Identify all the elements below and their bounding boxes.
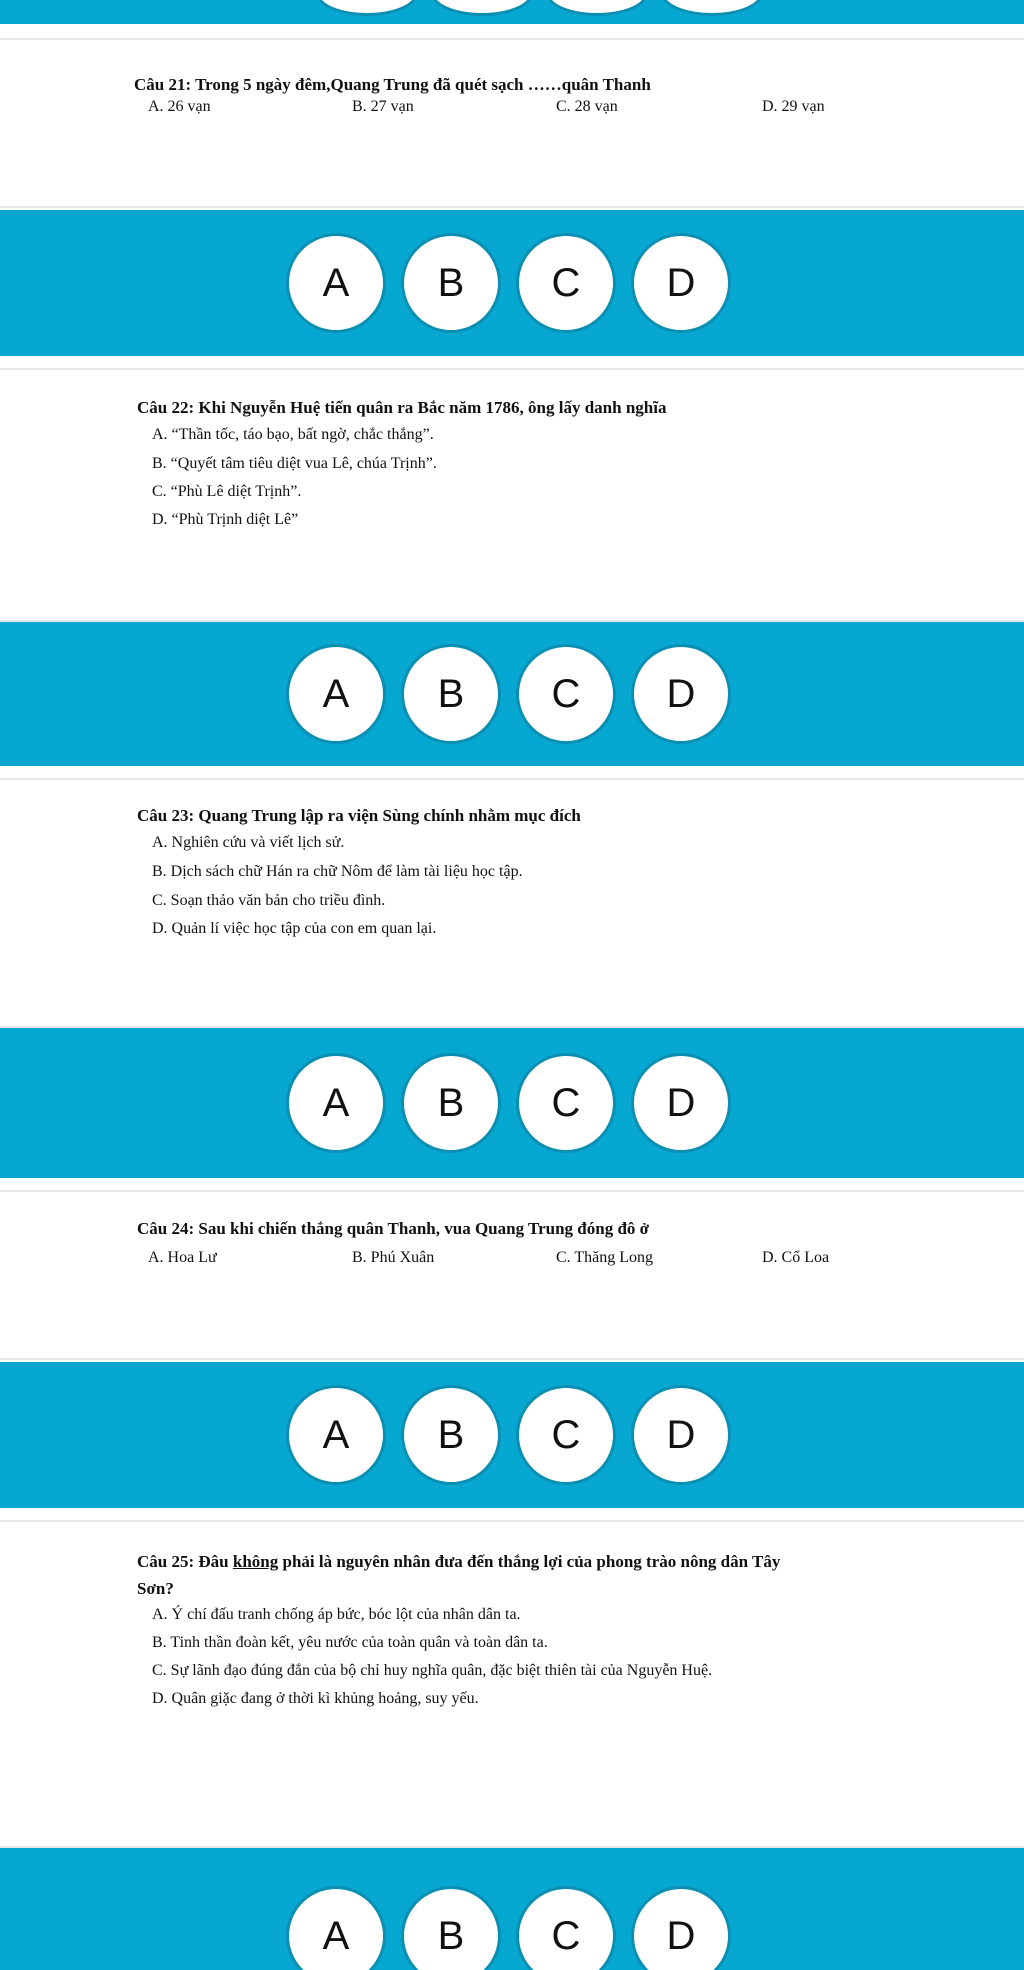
question-title-line2: Sơn? [137, 1579, 174, 1598]
question-card-22 [0, 368, 1024, 622]
answer-bar-21 [0, 210, 1024, 356]
option-c: C. Soạn thảo văn bản cho triều đình. [152, 892, 386, 909]
partial-answer-button[interactable] [661, 0, 763, 16]
question-title: Câu 24: Sau khi chiến thắng quân Thanh, vua Quang Trung đóng đô ở [137, 1219, 650, 1238]
answer-bar-partial-top [0, 0, 1024, 24]
answer-button-c[interactable]: C [516, 1886, 616, 1970]
answer-button-a[interactable]: A [286, 233, 386, 333]
question-card-24 [0, 1190, 1024, 1360]
question-title-emphasis: không [232, 1552, 279, 1571]
answer-button-c[interactable]: C [516, 1385, 616, 1485]
answer-bar-24 [0, 1362, 1024, 1508]
option-a: A. “Thần tốc, táo bạo, bất ngờ, chắc thắng”. [152, 426, 434, 443]
option-b: B. 27 vạn [352, 98, 414, 115]
option-c: C. 28 vạn [556, 98, 618, 115]
partial-answer-button[interactable] [316, 0, 418, 16]
question-title-prefix: Câu 25: Đâu [137, 1552, 233, 1571]
answer-button-d[interactable]: D [631, 1385, 731, 1485]
option-a: A. Hoa Lư [148, 1249, 217, 1266]
question-title: Câu 21: Trong 5 ngày đêm,Quang Trung đã quét sạch ……quân Thanh [134, 75, 651, 94]
answer-button-b[interactable]: B [401, 233, 501, 333]
answer-button-d[interactable]: D [631, 644, 731, 744]
question-title: Câu 22: Khi Nguyễn Huệ tiến quân ra Bắc năm 1786, ông lấy danh nghĩa [137, 398, 667, 417]
answer-button-c[interactable]: C [516, 644, 616, 744]
answer-button-d[interactable]: D [631, 1053, 731, 1153]
question-title: Câu 23: Quang Trung lập ra viện Sùng chính nhằm mục đích [137, 806, 581, 825]
answer-button-b[interactable]: B [401, 644, 501, 744]
answer-button-d[interactable]: D [631, 233, 731, 333]
question-card-25 [0, 1520, 1024, 1848]
option-c: C. Sự lãnh đạo đúng đắn của bộ chỉ huy nghĩa quân, đặc biệt thiên tài của Nguyễn Huệ. [152, 1662, 713, 1679]
option-b: B. “Quyết tâm tiêu diệt vua Lê, chúa Trịnh”. [152, 455, 437, 472]
question-title [137, 1552, 780, 1572]
answer-bar-22 [0, 622, 1024, 766]
option-a: A. Nghiên cứu và viết lịch sử. [152, 834, 345, 851]
question-card-21 [0, 38, 1024, 208]
answer-button-a[interactable]: A [286, 1053, 386, 1153]
answer-button-c[interactable]: C [516, 1053, 616, 1153]
option-b: B. Dịch sách chữ Hán ra chữ Nôm để làm tài liệu học tập. [152, 863, 523, 880]
answer-button-c[interactable]: C [516, 233, 616, 333]
answer-button-d[interactable]: D [631, 1886, 731, 1970]
answer-button-a[interactable]: A [286, 1385, 386, 1485]
option-b: B. Phú Xuân [352, 1249, 435, 1266]
answer-button-a[interactable]: A [286, 1886, 386, 1970]
partial-answer-button[interactable] [546, 0, 648, 16]
option-d: D. “Phù Trịnh diệt Lê” [152, 511, 299, 528]
answer-button-b[interactable]: B [401, 1053, 501, 1153]
option-a: A. 26 vạn [148, 98, 211, 115]
option-c: C. “Phù Lê diệt Trịnh”. [152, 483, 302, 500]
question-card-23 [0, 778, 1024, 1028]
answer-button-b[interactable]: B [401, 1385, 501, 1485]
answer-bar-23 [0, 1028, 1024, 1178]
answer-bar-25 [0, 1848, 1024, 1970]
partial-answer-button[interactable] [431, 0, 533, 16]
answer-button-b[interactable]: B [401, 1886, 501, 1970]
option-b: B. Tinh thần đoàn kết, yêu nước của toàn quân và toàn dân ta. [152, 1634, 548, 1651]
question-title-suffix: phải là nguyên nhân đưa đến thắng lợi của phong trào nông dân Tây [278, 1552, 781, 1571]
option-c: C. Thăng Long [556, 1249, 654, 1266]
option-d: D. 29 vạn [762, 98, 825, 115]
option-a: A. Ý chí đấu tranh chống áp bức, bóc lột của nhân dân ta. [152, 1606, 521, 1623]
option-d: D. Quản lí việc học tập của con em quan lại. [152, 920, 437, 937]
answer-button-a[interactable]: A [286, 644, 386, 744]
option-d: D. Cổ Loa [762, 1249, 830, 1266]
option-d: D. Quân giặc đang ở thời kì khủng hoảng, suy yếu. [152, 1690, 479, 1707]
